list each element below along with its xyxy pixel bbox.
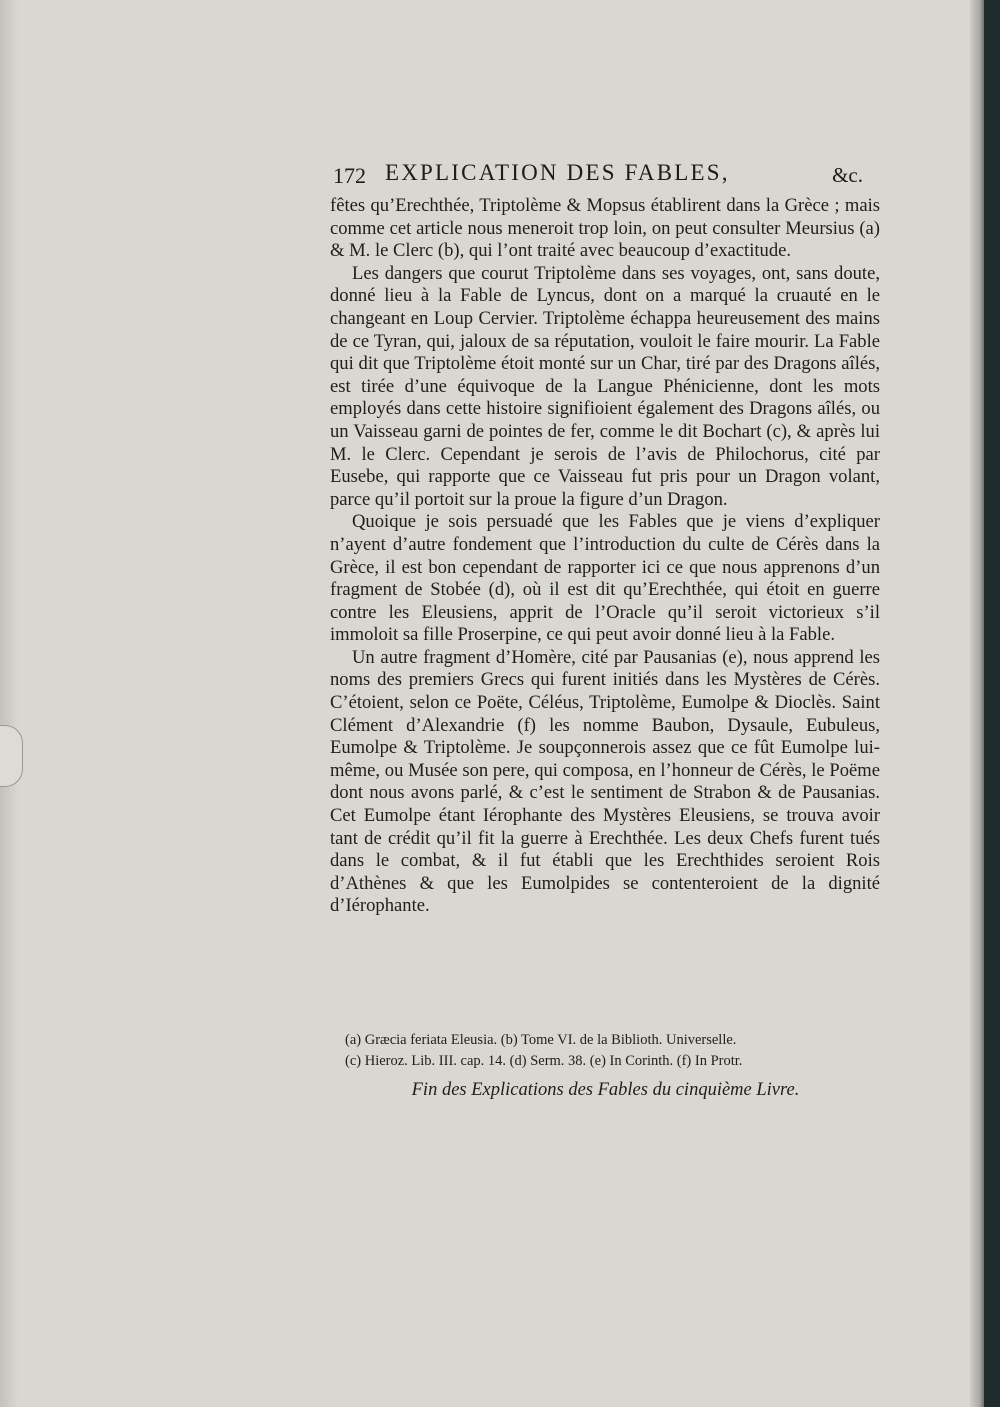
page-number: 172 — [333, 163, 366, 188]
page-shadow — [0, 0, 18, 1407]
page-header — [333, 160, 863, 200]
binding-tab — [0, 725, 23, 787]
paragraph: Quoique je sois persuadé que les Fables que je viens d’expliquer n’ayent d’autre fondement que l’introduction du culte de Cérès dans la Grèce, il est bon cependant de rapporter ici ce que nous apprenons d’un fragment de Stobée (d), où il est dit qu’Erechthée, qui étoit en guerre contre les Eleusiens, apprit de l’Oracle qu’il seroit victorieux s’il immoloit sa fille Proserpine, ce qui peut avoir donné lieu à la Fable. — [330, 511, 880, 646]
running-title: EXPLICATION DES FABLES, — [385, 160, 730, 185]
page-edge — [970, 0, 984, 1407]
footnote-line: (a) Græcia feriata Eleusia. (b) Tome VI. de la Biblioth. Universelle. — [345, 1032, 737, 1048]
footnote-line: (c) Hieroz. Lib. III. cap. 14. (d) Serm. 38. (e) In Corinth. (f) In Protr. — [345, 1053, 743, 1069]
closing-line: Fin des Explications des Fables du cinquième Livre. — [411, 1080, 800, 1100]
body-text — [330, 195, 880, 918]
paragraph: Un autre fragment d’Homère, cité par Pausanias (e), nous apprend les noms des premiers Grecs qui furent initiés dans les Mystères de Cérès. C’étoient, selon ce Poëte, Céléus, Triptolème, Eumolpe & Dioclès. Saint Clément d’Alexandrie (f) les nomme Baubon, Dysaule, Eubuleus, Eumolpe & Triptolème. Je soupçonnerois assez que ce fût Eumolpe lui-même, ou Musée son pere, qui composa, en l’honneur de Cérès, le Poëme dont nous avons parlé, & c’est le sentiment de Strabon & de Pausanias. Cet Eumolpe étant Iérophante des Mystères Eleusiens, se trouva avoir tant de crédit qu’il fit la guerre à Erechthée. Les deux Chefs furent tués dans le combat, & il fut établi que les Erechthides seroient Rois d’Athènes & que les Eumolpides se contenteroient de la dignité d’Iérophante. — [330, 646, 880, 917]
footnotes — [333, 1030, 878, 1072]
running-title-suffix: &c. — [832, 163, 863, 187]
paragraph: Les dangers que courut Triptolème dans ses voyages, ont, sans doute, donné lieu à la Fable de Lyncus, dont on a marqué la cruauté en le changeant en Loup Cervier. Triptolème échappa heureusement des mains de ce Tyran, qui, jaloux de sa réputation, vouloit le faire mourir. La Fable qui dit que Triptolème étoit monté sur un Char, tiré par des Dragons aîlés, est tirée d’une équivoque de la Langue Phénicienne, dont les mots employés dans cette histoire signifioient également des Dragons aîlés, ou un Vaisseau garni de pointes de fer, comme le dit Bochart (c), & après lui M. le Clerc. Cependant je serois de l’avis de Philochorus, cité par Eusebe, qui rapporte que ce Vaisseau fut pris pour un Dragon volant, parce qu’il portoit sur la proue la figure d’un Dragon. — [330, 262, 880, 510]
paragraph: fêtes qu’Erechthée, Triptolème & Mopsus établirent dans la Grèce ; mais comme cet article nous meneroit trop loin, on peut consulter Meursius (a) & M. le Clerc (b), qui l’ont traité avec beaucoup d’exactitude. — [330, 195, 880, 262]
